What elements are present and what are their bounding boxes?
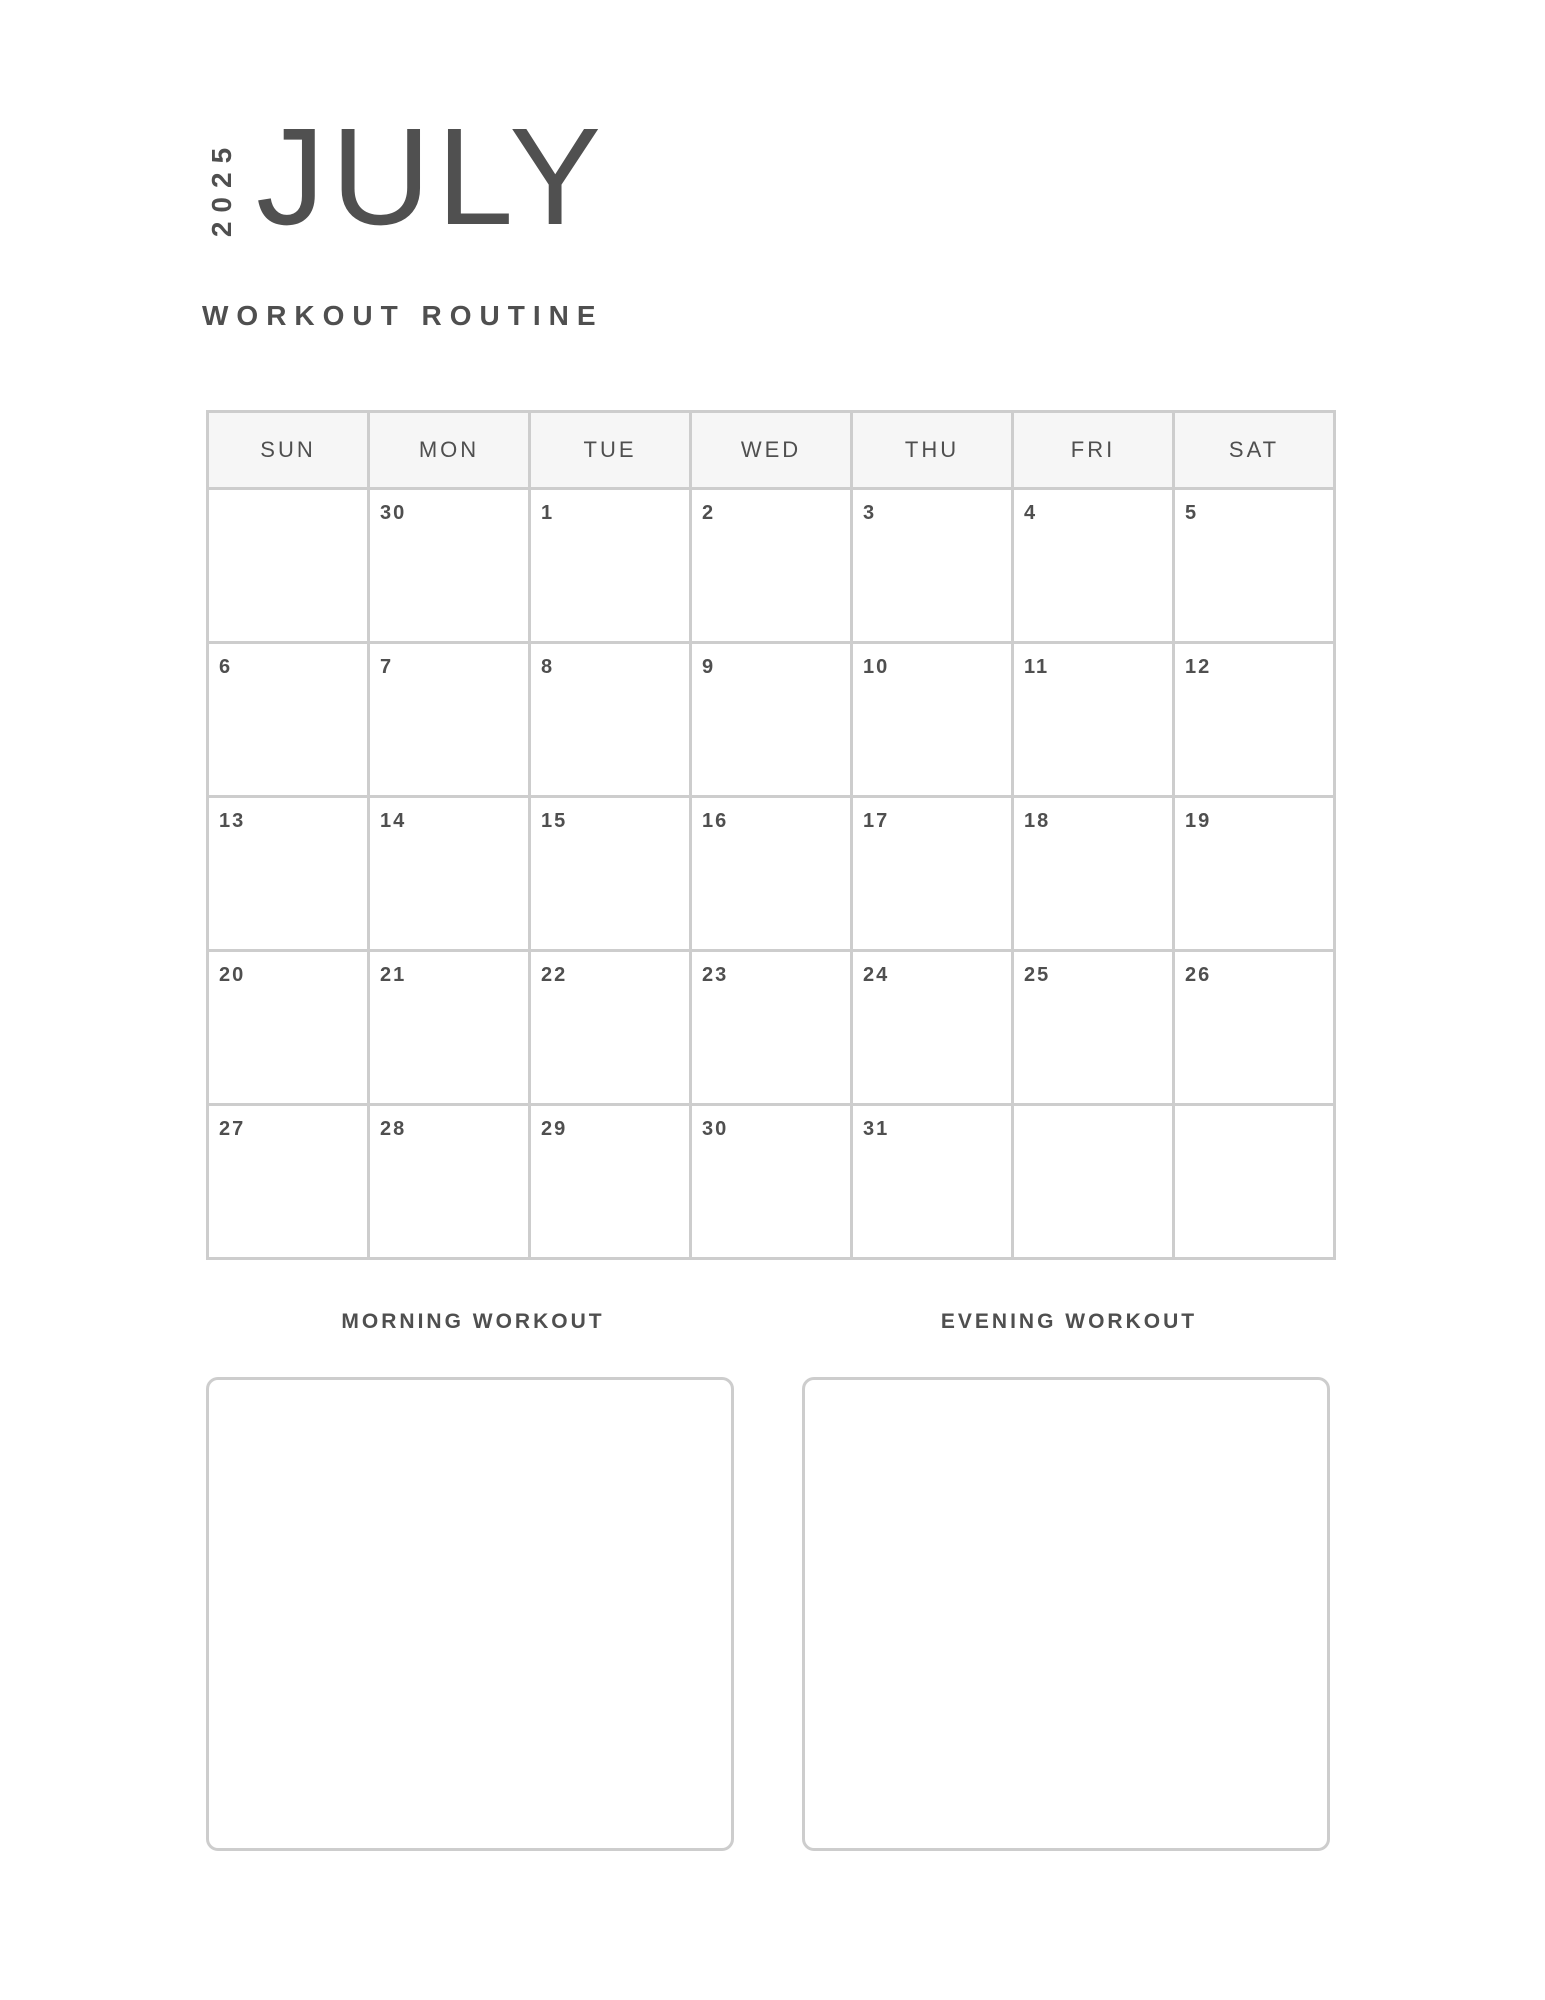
month-title: JULY [256, 100, 608, 254]
morning-workout-box[interactable] [206, 1377, 734, 1851]
week-row [208, 489, 1335, 643]
day-number: 1 [541, 502, 555, 524]
day-number: 26 [1185, 964, 1212, 986]
day-cell[interactable] [852, 489, 1013, 643]
day-number: 28 [380, 1118, 407, 1140]
weekday-header: WED [691, 412, 852, 489]
day-cell[interactable] [530, 489, 691, 643]
day-cell[interactable] [852, 1105, 1013, 1259]
day-number: 27 [219, 1118, 246, 1140]
day-number: 10 [863, 656, 890, 678]
day-cell[interactable] [1174, 489, 1335, 643]
calendar-grid [206, 410, 1336, 1260]
day-cell[interactable] [208, 797, 369, 951]
year-label: 2025 [206, 138, 237, 238]
day-number: 22 [541, 964, 568, 986]
day-cell[interactable] [1174, 951, 1335, 1105]
day-number: 20 [219, 964, 246, 986]
day-number: 29 [541, 1118, 568, 1140]
page-subtitle: WORKOUT ROUTINE [202, 300, 604, 331]
day-number: 7 [380, 656, 394, 678]
day-cell[interactable] [1174, 797, 1335, 951]
day-cell[interactable] [1174, 643, 1335, 797]
day-cell[interactable] [1013, 951, 1174, 1105]
day-number: 6 [219, 656, 233, 678]
weekday-header: SUN [208, 412, 369, 489]
weekday-header: TUE [530, 412, 691, 489]
week-row [208, 1105, 1335, 1259]
evening-workout-label: EVENING WORKOUT [940, 1310, 1198, 1333]
day-cell[interactable] [369, 951, 530, 1105]
day-cell[interactable] [691, 797, 852, 951]
day-cell[interactable] [530, 643, 691, 797]
day-number: 11 [1024, 656, 1050, 678]
day-number: 21 [380, 964, 407, 986]
day-cell[interactable] [208, 489, 369, 643]
morning-workout-label: MORNING WORKOUT [341, 1310, 605, 1333]
weekday-header: SAT [1174, 412, 1335, 489]
day-cell[interactable] [691, 643, 852, 797]
day-number: 5 [1185, 502, 1199, 524]
evening-workout-box[interactable] [802, 1377, 1330, 1851]
day-number: 17 [863, 810, 890, 832]
day-cell[interactable] [530, 951, 691, 1105]
day-cell[interactable] [1174, 1105, 1335, 1259]
day-cell[interactable] [369, 643, 530, 797]
day-number: 19 [1185, 810, 1212, 832]
day-number: 15 [541, 810, 568, 832]
day-cell[interactable] [369, 489, 530, 643]
day-cell[interactable] [369, 1105, 530, 1259]
week-row [208, 797, 1335, 951]
day-cell[interactable] [530, 1105, 691, 1259]
day-number: 23 [702, 964, 729, 986]
day-cell[interactable] [530, 797, 691, 951]
day-number: 9 [702, 656, 716, 678]
day-number: 31 [863, 1118, 890, 1140]
day-number: 8 [541, 656, 555, 678]
day-cell[interactable] [691, 1105, 852, 1259]
day-number: 4 [1024, 502, 1038, 524]
day-cell[interactable] [1013, 1105, 1174, 1259]
day-number: 24 [863, 964, 890, 986]
day-cell[interactable] [369, 797, 530, 951]
day-cell[interactable] [691, 951, 852, 1105]
day-number: 18 [1024, 810, 1051, 832]
day-number: 12 [1185, 656, 1212, 678]
day-number: 14 [380, 810, 407, 832]
day-cell[interactable] [691, 489, 852, 643]
day-cell[interactable] [208, 951, 369, 1105]
day-cell[interactable] [852, 643, 1013, 797]
weekday-header: THU [852, 412, 1013, 489]
day-number: 16 [702, 810, 729, 832]
day-cell[interactable] [1013, 643, 1174, 797]
weekday-header: MON [369, 412, 530, 489]
day-number: 2 [702, 502, 716, 524]
day-number [1014, 1106, 1172, 1118]
day-cell[interactable] [852, 797, 1013, 951]
day-number: 13 [219, 810, 246, 832]
week-row [208, 643, 1335, 797]
day-number [209, 490, 367, 502]
day-number [1175, 1106, 1333, 1118]
day-cell[interactable] [1013, 797, 1174, 951]
day-cell[interactable] [208, 1105, 369, 1259]
weekday-header: FRI [1013, 412, 1174, 489]
day-number: 30 [702, 1118, 729, 1140]
week-row [208, 951, 1335, 1105]
day-number: 30 [380, 502, 407, 524]
day-cell[interactable] [852, 951, 1013, 1105]
weekday-header-row [208, 412, 1335, 489]
day-cell[interactable] [1013, 489, 1174, 643]
day-number: 3 [863, 502, 877, 524]
day-cell[interactable] [208, 643, 369, 797]
day-number: 25 [1024, 964, 1051, 986]
